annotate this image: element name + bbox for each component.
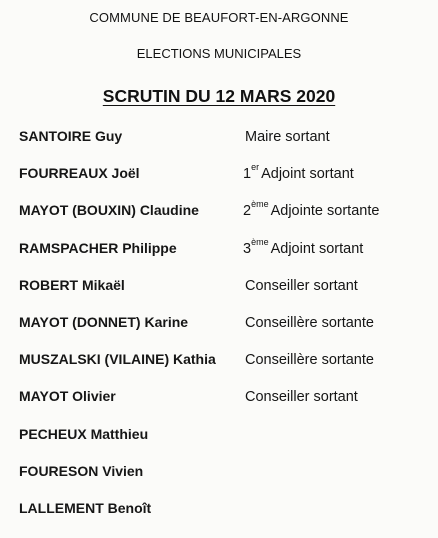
list-item xyxy=(19,426,434,463)
scrutin-title: SCRUTIN DU 12 MARS 2020 xyxy=(102,86,336,106)
list-item xyxy=(19,351,434,388)
elections-heading: ELECTIONS MUNICIPALES xyxy=(136,46,302,61)
member-role: Conseillère sortante xyxy=(245,314,374,331)
member-role: Conseiller sortant xyxy=(245,277,358,294)
member-name: MAYOT (BOUXIN) Claudine xyxy=(19,202,199,219)
list-item xyxy=(19,199,434,239)
member-name: MUSZALSKI (VILAINE) Kathia xyxy=(19,351,216,368)
member-role: Conseillère sortante xyxy=(245,352,374,369)
member-role xyxy=(243,501,245,517)
member-role: 3ème Adjoint sortant xyxy=(243,236,364,257)
list-item xyxy=(19,128,434,165)
member-role: Conseiller sortant xyxy=(245,389,358,406)
member-role: 1er Adjoint sortant xyxy=(243,162,354,183)
member-role xyxy=(243,427,245,443)
member-name: ROBERT Mikaël xyxy=(19,276,125,293)
member-name: FOURESON Vivien xyxy=(19,462,144,479)
member-name: MAYOT (DONNET) Karine xyxy=(19,313,189,330)
member-name: LALLEMENT Benoît xyxy=(19,499,152,516)
member-name: PECHEUX Matthieu xyxy=(19,425,149,442)
member-name: FOURREAUX Joël xyxy=(19,165,140,182)
member-name: MAYOT Olivier xyxy=(19,388,116,405)
list-item xyxy=(19,277,434,314)
list-item xyxy=(19,463,434,500)
member-name: SANTOIRE Guy xyxy=(19,128,123,144)
member-role: Maire sortant xyxy=(245,129,330,145)
list-item xyxy=(19,388,434,425)
member-role: 2ème Adjointe sortante xyxy=(243,199,380,220)
member-name: RAMSPACHER Philippe xyxy=(19,239,177,256)
list-item xyxy=(19,236,434,277)
list-item xyxy=(19,162,434,202)
candidate-list xyxy=(19,128,434,537)
list-item xyxy=(19,314,434,351)
list-item xyxy=(19,500,434,537)
member-role xyxy=(243,464,245,480)
commune-heading: COMMUNE DE BEAUFORT-EN-ARGONNE xyxy=(89,10,349,25)
